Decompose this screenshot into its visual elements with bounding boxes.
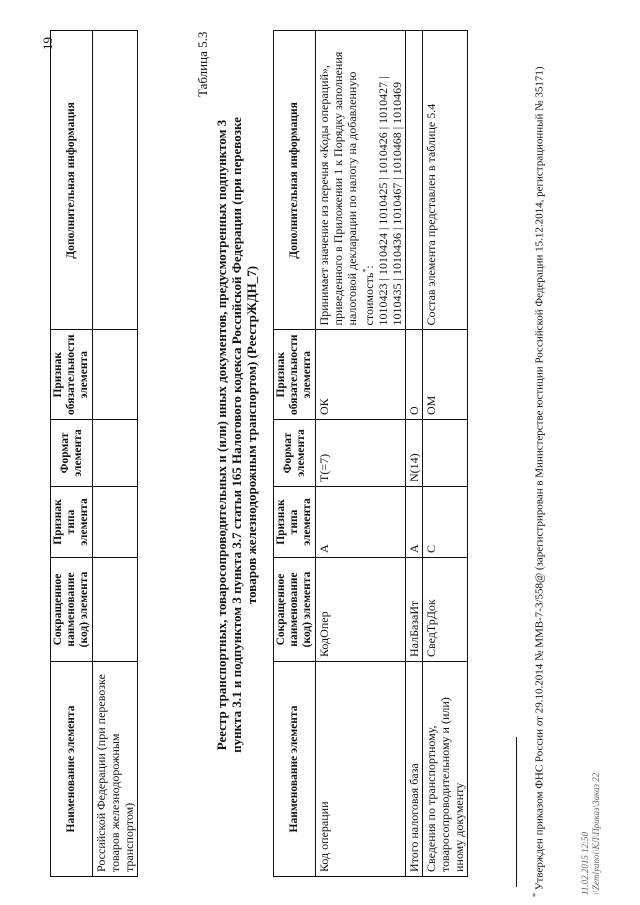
header-type: Признак типа элемента [274,487,316,558]
cell-code: НалБазаИт [406,558,423,662]
cell-required: ОМ [423,330,468,420]
header-name: Наименование элемента [274,662,316,877]
header-name: Наименование элемента [51,662,93,877]
cell-name: Код операции [316,662,406,877]
cell-code: СведТрДок [423,558,468,662]
table-row [316,31,406,877]
cell-name: Российской Федерации (при перевозке товаров железнодорожным транспортом) [93,662,138,877]
table-header-row [274,31,316,877]
info-codes: 1010423 | 1010424 | 1010425 | 1010426 | 1010427 | 1010435 | 1010436 | 1010467 | 1010468 | 1010469 [376,76,404,326]
footnote-text: Утвержден приказом ФНС России от 29.10.2014 № ММВ-7-3/558@ (зарегистрирован в Министерстве юстиции Российской Федерации 15.12.2014, регистрационный № 35171) [533,66,546,891]
table-label: Таблица 5.3 [195,31,210,97]
cell-name: Сведения по транспортному, товаросопроводительному и (или) иному документу [423,662,468,877]
footnote-ref: * [361,268,370,273]
cell-type [93,487,138,558]
table-row [93,31,138,877]
header-info: Дополнительная информация [274,31,316,330]
cell-info [93,31,138,330]
cell-required [93,330,138,420]
stamp-line-2: \\Zemlyanoi\КЛ\Приказ\Заказ 22 [591,772,601,895]
cell-code: КодОпер [316,558,406,662]
cell-required: О [406,330,423,420]
cell-info: Состав элемента представлен в таблице 5.4 [423,31,468,330]
header-code: Сокращенное наименование (код) элемента [274,558,316,662]
header-format: Формат элемента [274,420,316,487]
table-title: Реестр транспортных, товаросопроводительных и (или) иных документов, предусмотренных подпунктом 3 пункта 3.1 и подпунктом 3 пункта 3.7 статьи 165 Налогового кодекса Российской Федерации (при перевозке товаров железнодорожным транспортом) (РеестрЖДН_7) [214,117,259,753]
cell-info: Принимает значение из перечня «Коды операций», приведенного в Приложении 1 к Порядку заполнения налоговой декларации по налогу на добавленную стоимость*: 1010423 | 1010424 | 1010425 | 1010426 | 1010427 | 1010435 | 1010436 | 1010467 | 1010468 | 1010469 [316,31,406,330]
cell-format [93,420,138,487]
cell-type: А [316,487,406,558]
table-header-row [51,31,93,877]
info-text: Принимает значение из перечня «Коды операций», приведенного в Приложении 1 к Порядку заполнения налоговой декларации по налогу на добавленную стоимость [317,51,376,326]
header-info: Дополнительная информация [51,31,93,330]
table-row [423,31,468,877]
cell-type: С [423,487,468,558]
cell-code [93,558,138,662]
table-row [406,31,423,877]
table-registry [273,30,468,877]
header-required: Признак обязательности элемента [274,330,316,420]
page-number: 19 [40,37,55,50]
header-code: Сокращенное наименование (код) элемента [51,558,93,662]
header-required: Признак обязательности элемента [51,330,93,420]
footnote [528,7,548,897]
file-stamp [580,773,602,895]
header-format: Формат элемента [51,420,93,487]
cell-required: ОК [316,330,406,420]
cell-format: T(=7) [316,420,406,487]
cell-format: N(14) [406,420,423,487]
footnote-divider [516,737,517,887]
table-continuation [50,30,138,877]
cell-info [406,31,423,330]
footnote-mark: * [531,893,540,897]
cell-format [423,420,468,487]
cell-name: Итого налоговая база [406,662,423,877]
header-type: Признак типа элемента [51,487,93,558]
stamp-line-1: 11.02.2015 12:50 [580,831,590,895]
cell-type: А [406,487,423,558]
